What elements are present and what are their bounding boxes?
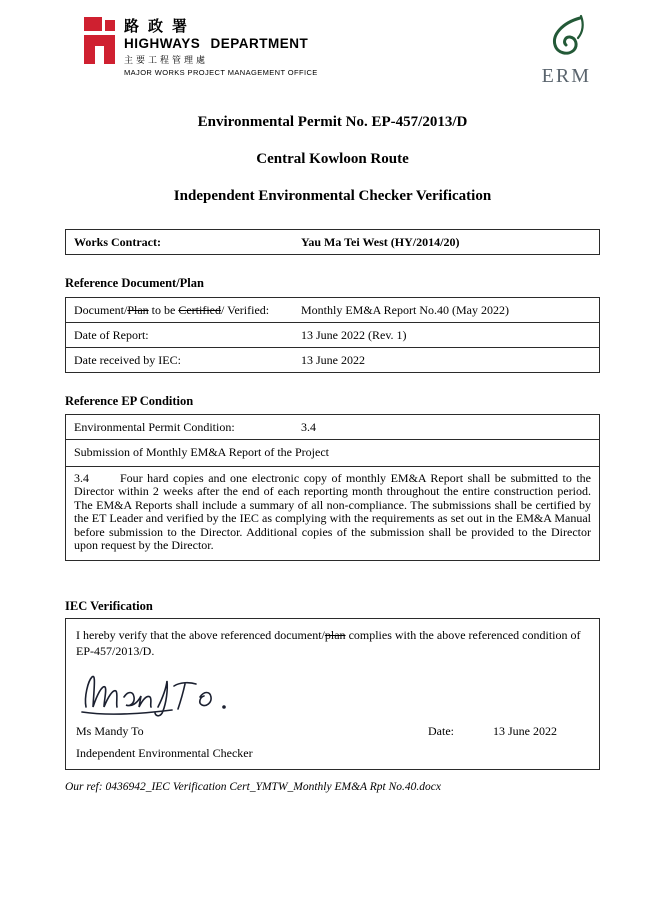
reference-ep-table <box>65 414 600 561</box>
signer-name: Ms Mandy To <box>76 724 144 739</box>
highways-department-block <box>84 16 318 78</box>
date-value: 13 June 2022 <box>493 724 557 739</box>
ep-condition-value: 3.4 <box>301 420 316 434</box>
project-title: Central Kowloon Route <box>256 151 409 167</box>
highways-department-logo-icon <box>84 16 115 78</box>
statement-text: I hereby verify that the above referenced document/ <box>76 628 325 643</box>
iec-verification-heading: IEC Verification <box>65 599 153 614</box>
reference-ep-heading: Reference EP Condition <box>65 394 194 408</box>
signer-row <box>76 723 589 739</box>
submission-line: Submission of Monthly EM&A Report of the Project <box>74 445 329 459</box>
dept-name-english: HIGHWAYS DEPARTMENT <box>124 36 309 51</box>
document-row-value: Monthly EM&A Report No.40 (May 2022) <box>301 303 509 317</box>
table-row <box>66 298 599 322</box>
title-block <box>65 113 600 206</box>
label-text: / Verified: <box>221 303 270 317</box>
iec-verification-box <box>65 618 600 770</box>
strikethrough-text: Certified <box>178 303 221 317</box>
reference-document-table <box>65 297 600 373</box>
table-row <box>66 415 599 439</box>
label-text: to be <box>148 303 179 317</box>
label-text: Document/ <box>74 303 128 317</box>
verification-title: Independent Environmental Checker Verification <box>173 188 492 204</box>
date-of-report-value: 13 June 2022 (Rev. 1) <box>301 328 407 342</box>
office-name-chinese: 主要工程管理處 <box>124 56 209 66</box>
statement-text: complies with the above referenced condition of EP-457/2013/D. <box>76 628 581 659</box>
date-label: Date: <box>428 724 454 739</box>
strikethrough-text: plan <box>324 628 346 643</box>
table-row <box>66 347 599 372</box>
signature <box>78 667 589 719</box>
document-body <box>0 113 649 794</box>
page-header <box>0 0 649 87</box>
our-ref-footer: Our ref: 0436942_IEC Verification Cert_YMTW_Monthly EM&A Rpt No.40.docx <box>65 781 441 794</box>
table-row <box>66 322 599 347</box>
strikethrough-text: Plan <box>127 303 149 317</box>
clause-text: Four hard copies and one electronic copy of monthly EM&A Report shall be submitted to the Director within 2 weeks after the end of each reporting month throughout the entire construction period. The EM&A Reports shall include a summary of all non-compliance. The submissions shall be certified by the ET Leader and verified by the IEC as complying with the requirements as set out in the EM&A Manual before submission to the Director. Additional copies of the submission shall be provided to the Director upon request by the Director. <box>74 471 591 553</box>
dept-name-chinese: 路政署 <box>124 17 197 35</box>
reference-document-heading: Reference Document/Plan <box>65 276 204 290</box>
document-row-label <box>74 302 301 318</box>
highways-department-text <box>124 16 318 78</box>
ep-condition-label: Environmental Permit Condition: <box>74 420 235 434</box>
date-received-value: 13 June 2022 <box>301 353 365 367</box>
works-contract-table <box>65 229 600 255</box>
erm-swirl-icon <box>544 14 588 65</box>
signer-title: Independent Environmental Checker <box>76 746 253 761</box>
office-name-english: MAJOR WORKS PROJECT MANAGEMENT OFFICE <box>124 68 318 77</box>
table-row <box>66 439 599 466</box>
table-row <box>66 230 599 254</box>
verification-statement <box>76 627 589 659</box>
table-row <box>66 466 599 560</box>
works-contract-value: Yau Ma Tei West (HY/2014/20) <box>301 235 460 249</box>
works-contract-label: Works Contract: <box>74 235 161 249</box>
date-received-label: Date received by IEC: <box>74 353 181 367</box>
permit-number-title: Environmental Permit No. EP-457/2013/D <box>197 114 468 130</box>
date-of-report-label: Date of Report: <box>74 328 149 342</box>
erm-logo-block <box>542 14 591 87</box>
erm-logo-text: ERM <box>541 65 591 87</box>
clause-number: 3.4 <box>74 471 89 485</box>
